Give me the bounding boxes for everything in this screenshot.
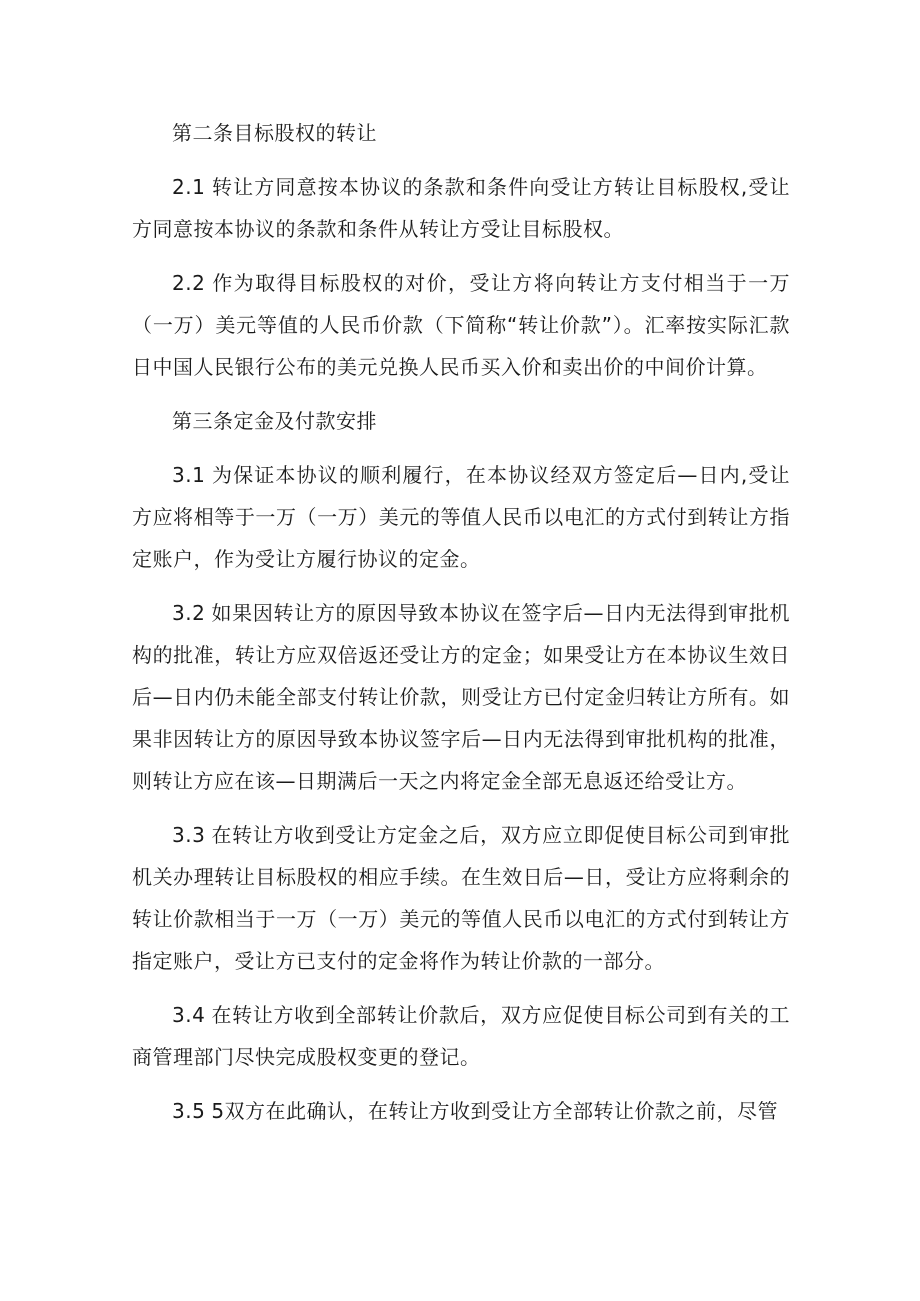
clause-number: 3.4	[172, 1003, 206, 1027]
clause-number: 2.1	[172, 175, 206, 199]
clause-2-2	[132, 262, 790, 388]
clause-number: 2.2	[172, 271, 206, 295]
clause-3-1	[132, 454, 790, 580]
article-2-heading	[132, 112, 790, 154]
clause-3-5	[132, 1090, 790, 1132]
clause-2-1	[132, 166, 790, 250]
clause-number: 3.5	[172, 1099, 206, 1123]
clause-3-4	[132, 994, 790, 1078]
paragraph-text: 如果因转让方的原因导致本协议在签字后—日内无法得到审批机构的批准，转让方应双倍返还受让方的定金；如果受让方在本协议生效日后—日内仍未能全部支付转让价款，则受让方已付定金归转让方所有。如果非因转让方的原因导致本协议签字后—日内无法得到审批机构的批准，则转让方应在该—日期满后一天之内将定金全部无息返还给受让方。	[132, 601, 790, 793]
paragraph-text: 在转让方收到全部转让价款后，双方应促使目标公司到有关的工商管理部门尽快完成股权变更的登记。	[132, 1003, 790, 1069]
clause-number: 3.3	[172, 823, 206, 847]
clause-3-3	[132, 814, 790, 982]
clause-number: 3.1	[172, 463, 206, 487]
paragraph-text: 第二条目标股权的转让	[172, 121, 377, 145]
clause-3-2	[132, 592, 790, 802]
paragraph-text: 为保证本协议的顺利履行，在本协议经双方签定后—日内,受让方应将相等于一万（一万）美元的等值人民币以电汇的方式付到转让方指定账户，作为受让方履行协议的定金。	[132, 463, 790, 571]
paragraph-text: 作为取得目标股权的对价，受让方将向转让方支付相当于一万（一万）美元等值的人民币价款（下简称“转让价款”）。汇率按实际汇款日中国人民银行公布的美元兑换人民币买入价和卖出价的中间价计算。	[132, 271, 790, 379]
paragraph-text: 转让方同意按本协议的条款和条件向受让方转让目标股权,受让方同意按本协议的条款和条件从转让方受让目标股权。	[132, 175, 790, 241]
clause-number: 3.2	[172, 601, 206, 625]
paragraph-text: 第三条定金及付款安排	[172, 409, 377, 433]
paragraph-text: 在转让方收到受让方定金之后，双方应立即促使目标公司到审批机关办理转让目标股权的相应手续。在生效日后—日，受让方应将剩余的转让价款相当于一万（一万）美元的等值人民币以电汇的方式付到转让方指定账户，受让方已支付的定金将作为转让价款的一部分。	[132, 823, 790, 973]
paragraph-text: 5双方在此确认，在转让方收到受让方全部转让价款之前，尽管	[211, 1099, 779, 1123]
article-3-heading	[132, 400, 790, 442]
